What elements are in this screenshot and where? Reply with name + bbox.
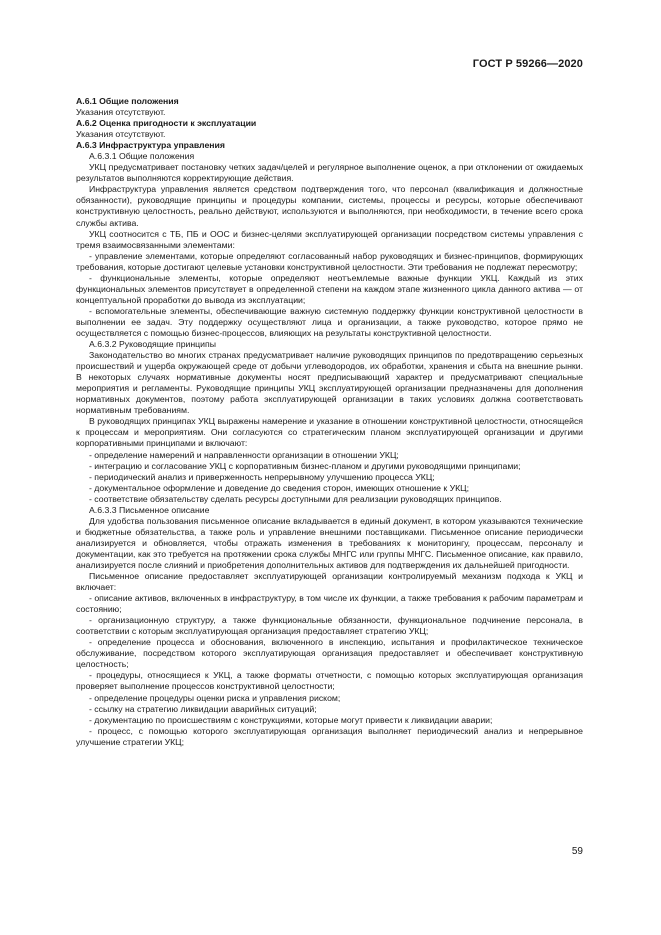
section-heading: А.6.2 Оценка пригодности к эксплуатации — [76, 118, 257, 129]
body-paragraph: - процедуры, относящиеся к УКЦ, а также форматы отчетности, с помощью которых эксплуатирующая организация проверяет выполнение процессов конструктивной целостности; — [76, 670, 583, 692]
body-paragraph: - определение намерений и направленности организации в отношении УКЦ; — [89, 449, 399, 460]
body-paragraph: А.6.3.1 Общие положения — [89, 151, 195, 162]
body-paragraph: - определение процесса и обоснования, включенного в инспекцию, испытания и профилактическое техническое обслуживание, посредством которого эксплуатирующая организация предоставляет и обеспечивает конструктивную целостность; — [76, 637, 583, 670]
body-paragraph: - определение процедуры оценки риска и управления риском; — [89, 692, 341, 703]
body-paragraph: - документальное оформление и доведение до сведения сторон, имеющих отношение к УКЦ; — [89, 482, 470, 493]
body-paragraph: - интеграцию и согласование УКЦ с корпоративным бизнес-планом и другими руководящими принципами; — [89, 460, 521, 471]
section-heading: А.6.1 Общие положения — [76, 96, 179, 106]
body-paragraph: - функциональные элементы, которые определяют неотъемлемые важные функции УКЦ. Каждый из этих функциональных элементов присутствует в определенной степени на каждом этапе жизненного цикла данного актива — от концептуальной проработки до вывода из эксплуатации; — [76, 272, 583, 305]
body-paragraph: В руководящих принципах УКЦ выражены намерение и указание в отношении конструктивной целостности, относящейся к процессам и мероприятиям. Они согласуются со стратегическим планом эксплуатирующей организации и другими корпоративными принципами и включают: — [76, 416, 583, 449]
body-paragraph: Для удобства пользования письменное описание вкладывается в единый документ, в котором указываются технические и бюджетные обязательства, а также роль и управление внешними поставщиками. Письменное описание периодически анализируется и обновляется, чтобы отражать изменения в требованиях к мониторингу, процессам, персоналу и документации, как это требуется на протяжении срока службы МНГС или группы МНГС. Письменное описание, как правило, анализируется после слияний и приобретения дополнительных активов для подтверждения их дальнейшей пригодности. — [76, 515, 583, 570]
document-body — [76, 96, 583, 748]
body-paragraph: - описание активов, включенных в инфраструктуру, в том числе их функции, а также требования к рабочим параметрам и состоянию; — [76, 593, 583, 615]
document-standard-number: ГОСТ Р 59266—2020 — [472, 58, 583, 70]
body-paragraph: УКЦ предусматривает постановку четких задач/целей и регулярное выполнение оценок, а при отклонении от ожидаемых результатов выполняются корректирующие действия. — [76, 162, 583, 184]
body-paragraph: - ссылку на стратегию ликвидации аварийных ситуаций; — [89, 703, 317, 714]
body-paragraph: УКЦ соотносится с ТБ, ПБ и ООС и бизнес-целями эксплуатирующей организации посредством системы управления с тремя взаимосвязанными элементами: — [76, 228, 583, 250]
body-paragraph: - вспомогательные элементы, обеспечивающие важную системную поддержку функции конструктивной целостности в выполнении ее задач. Эту поддержку осуществляют лица и организации, а также руководство, которое прямо не осуществляется с помощью бизнес-процессов, влияющих на результаты конструктивной целостности. — [76, 305, 583, 338]
section-note: Указания отсутствуют. — [76, 107, 166, 118]
body-paragraph: - процесс, с помощью которого эксплуатирующая организация выполняет периодический анализ и непрерывное улучшение стратегии УКЦ; — [76, 725, 583, 747]
body-paragraph: Инфраструктура управления является средством подтверждения того, что персонал (квалификация и должностные обязанности), руководящие принципы и процедуры компании, системы, процессы и ресурсы, которые обеспечивают конструктивную целостность, реально действуют, используются и выполняются, при необходимости, в течение всего срока службы актива. — [76, 184, 583, 228]
page-number: 59 — [571, 846, 583, 857]
body-paragraph: Законодательство во многих странах предусматривает наличие руководящих принципов по предотвращению серьезных происшествий и ущерба окружающей среде от добычи углеводородов, их обработки, хранения и сбыта на внешние рынки. В некоторых случаях нормативные документы носят предписывающий характер и предусматривают специальные мероприятия и регламенты. Руководящие принципы УКЦ эксплуатирующей организации предназначены для дополнения нормативных документов, поэтому работа эксплуатирующей организации в таких условиях должна соответствовать нормативным требованиям. — [76, 350, 583, 416]
body-paragraph: Письменное описание предоставляет эксплуатирующей организации контролируемый механизм подхода к УКЦ и включает: — [76, 571, 583, 593]
body-paragraph: А.6.3.3 Письменное описание — [89, 504, 210, 515]
body-paragraph: - периодический анализ и приверженность непрерывному улучшению процесса УКЦ; — [89, 471, 435, 482]
body-paragraph: - управление элементами, которые определяют согласованный набор руководящих и бизнес-принципов, формирующих требования, которые достигают целевые установки конструктивной целостности. Эти требования не подлежат пересмотру; — [76, 250, 583, 272]
body-paragraph: - организационную структуру, а также функциональные обязанности, функциональное подчинение персонала, в соответствии с которым эксплуатирующая организация предоставляет стратегию УКЦ; — [76, 615, 583, 637]
body-paragraph: - соответствие обязательству сделать ресурсы доступными для реализации руководящих принципов. — [89, 493, 502, 504]
body-paragraph: - документацию по происшествиям с конструкциями, которые могут привести к ликвидации аварии; — [89, 714, 493, 725]
body-paragraph: А.6.3.2 Руководящие принципы — [89, 339, 216, 350]
section-note: Указания отсутствуют. — [76, 129, 166, 140]
section-heading: А.6.3 Инфраструктура управления — [76, 140, 225, 151]
